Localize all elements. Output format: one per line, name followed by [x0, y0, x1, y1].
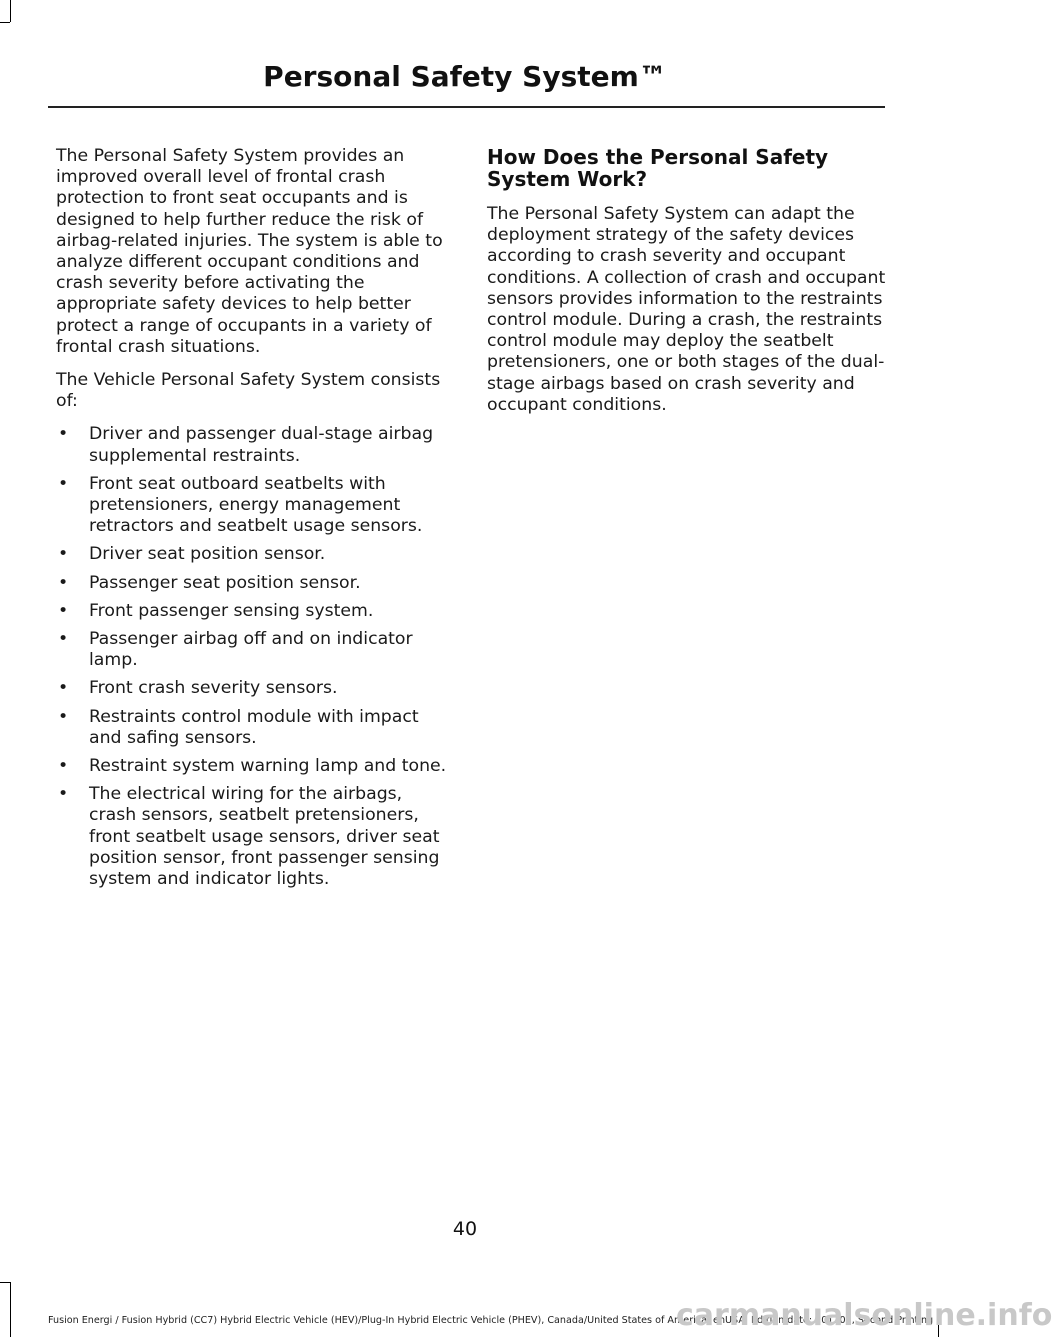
list-item	[56, 601, 454, 622]
list-item-text: Driver and passenger dual-stage airbag supplemental restraints.	[89, 424, 434, 466]
right-column	[487, 146, 887, 428]
bullet-icon: •	[58, 572, 69, 593]
list-item-text: Front seat outboard seatbelts with pretensioners, energy management retractors and seatbelt usage sensors.	[89, 473, 423, 537]
bullet-icon: •	[58, 424, 69, 445]
list-item-text: The electrical wiring for the airbags, crash sensors, seatbelt pretensioners, front seatbelt usage sensors, driver seat position sensor, front passenger sensing system and indicator lights.	[89, 784, 440, 890]
list-item	[56, 707, 454, 749]
list-item	[56, 784, 454, 890]
bullet-icon: •	[58, 756, 69, 777]
bullet-icon: •	[58, 473, 69, 494]
list-item	[56, 678, 454, 699]
component-list	[56, 424, 454, 890]
bullet-icon: •	[58, 544, 69, 565]
bullet-icon: •	[58, 784, 69, 805]
crop-mark	[10, 1282, 11, 1337]
list-item	[56, 629, 454, 671]
consists-paragraph: The Vehicle Personal Safety System consists of:	[56, 370, 441, 412]
section-heading: How Does the Personal Safety System Work?	[487, 145, 829, 191]
list-item	[56, 756, 454, 777]
crop-mark	[0, 1282, 10, 1283]
page-title: Personal Safety System™	[263, 60, 667, 93]
list-item-text: Front passenger sensing system.	[89, 600, 374, 621]
list-item-text: Driver seat position sensor.	[89, 544, 326, 565]
page-number: 40	[452, 1218, 478, 1240]
list-item-text: Passenger seat position sensor.	[89, 572, 361, 593]
list-item-text: Restraints control module with impact and safing sensors.	[89, 706, 419, 748]
intro-paragraph: The Personal Safety System provides an improved overall level of frontal crash protection to front seat occupants and is designed to help further reduce the risk of airbag-related injuries. The system is able to analyze different occupant conditions and crash severity before activating the appropriate safety devices to help better protect a range of occupants in a variety of frontal crash situations.	[56, 146, 443, 357]
bullet-icon: •	[58, 706, 69, 727]
section-body: The Personal Safety System can adapt the deployment strategy of the safety devices according to crash severity and occupant conditions. A collection of crash and occupant sensors provides information to the restraints control module. During a crash, the restraints control module may deploy the seatbelt pretensioners, one or both stages of the dual-stage airbags based on crash severity and occupant conditions.	[487, 204, 886, 415]
list-item	[56, 474, 454, 538]
bullet-icon: •	[58, 600, 69, 621]
footer-text: Fusion Energi / Fusion Hybrid (CC7) Hybrid Electric Vehicle (HEV)/Plug-In Hybrid Electric Vehicle (PHEV), Canada/United States of America, enUSA, Edition date: 201705, Second Printing	[48, 1315, 934, 1326]
watermark-text: carmanualsonline.info	[676, 1298, 1052, 1333]
crop-mark	[10, 0, 11, 22]
header-divider	[48, 106, 885, 108]
list-item	[56, 424, 454, 466]
list-item	[56, 573, 454, 594]
list-item-text: Passenger airbag off and on indicator lamp.	[89, 629, 413, 671]
left-column	[56, 146, 454, 897]
crop-mark	[0, 22, 10, 23]
bullet-icon: •	[58, 678, 69, 699]
list-item	[56, 544, 454, 565]
list-item-text: Front crash severity sensors.	[89, 678, 338, 699]
list-item-text: Restraint system warning lamp and tone.	[89, 756, 447, 777]
bullet-icon: •	[58, 629, 69, 650]
